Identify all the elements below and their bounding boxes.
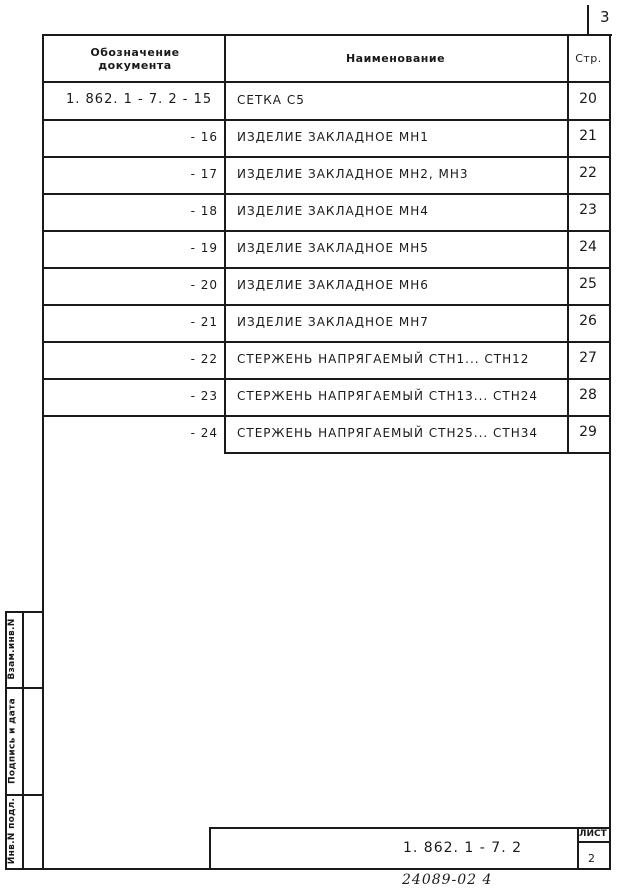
row-name: СЕТКА С5	[237, 93, 305, 107]
row-designation: - 24	[190, 426, 218, 440]
stamp-inv-podl: Инв.N подл.	[7, 797, 17, 865]
row-designation: - 19	[190, 241, 218, 255]
row-name: ИЗДЕЛИЕ ЗАКЛАДНОЕ МН2, МН3	[237, 167, 469, 181]
row-name: ИЗДЕЛИЕ ЗАКЛАДНОЕ МН6	[237, 278, 429, 292]
row-page: 29	[579, 424, 597, 440]
row-page: 23	[579, 202, 597, 218]
sheet-label: ЛИСТ	[579, 829, 607, 839]
archive-number: 24089-02 4	[402, 872, 493, 888]
title-block-code: 1. 862. 1 - 7. 2	[403, 840, 523, 856]
stamp-podpis-data: Подпись и дата	[7, 698, 18, 784]
row-designation: - 21	[190, 315, 218, 329]
row-page: 25	[579, 276, 597, 292]
row-name: СТЕРЖЕНЬ НАПРЯГАЕМЫЙ СТН13... СТН24	[237, 389, 539, 403]
row-page: 26	[579, 313, 597, 329]
header-name: Наименование	[345, 52, 446, 65]
header-designation: Обозначение документа	[90, 46, 180, 72]
row-page: 28	[579, 387, 597, 403]
row-designation: 1. 862. 1 - 7. 2 - 15	[66, 92, 213, 107]
stamp-vzam-inv: Взам.инв.N	[7, 618, 17, 680]
row-designation: - 17	[190, 167, 218, 181]
top-sheet-number: 3	[600, 8, 610, 26]
row-name: ИЗДЕЛИЕ ЗАКЛАДНОЕ МН1	[237, 130, 429, 144]
row-page: 24	[579, 239, 597, 255]
row-page: 21	[579, 128, 597, 144]
row-name: ИЗДЕЛИЕ ЗАКЛАДНОЕ МН5	[237, 241, 429, 255]
row-name: ИЗДЕЛИЕ ЗАКЛАДНОЕ МН4	[237, 204, 429, 218]
row-name: СТЕРЖЕНЬ НАПРЯГАЕМЫЙ СТН1... СТН12	[237, 352, 530, 366]
row-designation: - 16	[190, 130, 218, 144]
row-name: СТЕРЖЕНЬ НАПРЯГАЕМЫЙ СТН25... СТН34	[237, 426, 539, 440]
sheet-number: 2	[588, 852, 595, 865]
header-page: Стр.	[575, 52, 602, 65]
row-name: ИЗДЕЛИЕ ЗАКЛАДНОЕ МН7	[237, 315, 429, 329]
row-designation: - 20	[190, 278, 218, 292]
row-designation: - 22	[190, 352, 218, 366]
row-page: 22	[579, 165, 597, 181]
row-designation: - 18	[190, 204, 218, 218]
row-page: 20	[579, 91, 597, 107]
row-designation: - 23	[190, 389, 218, 403]
row-page: 27	[579, 350, 597, 366]
